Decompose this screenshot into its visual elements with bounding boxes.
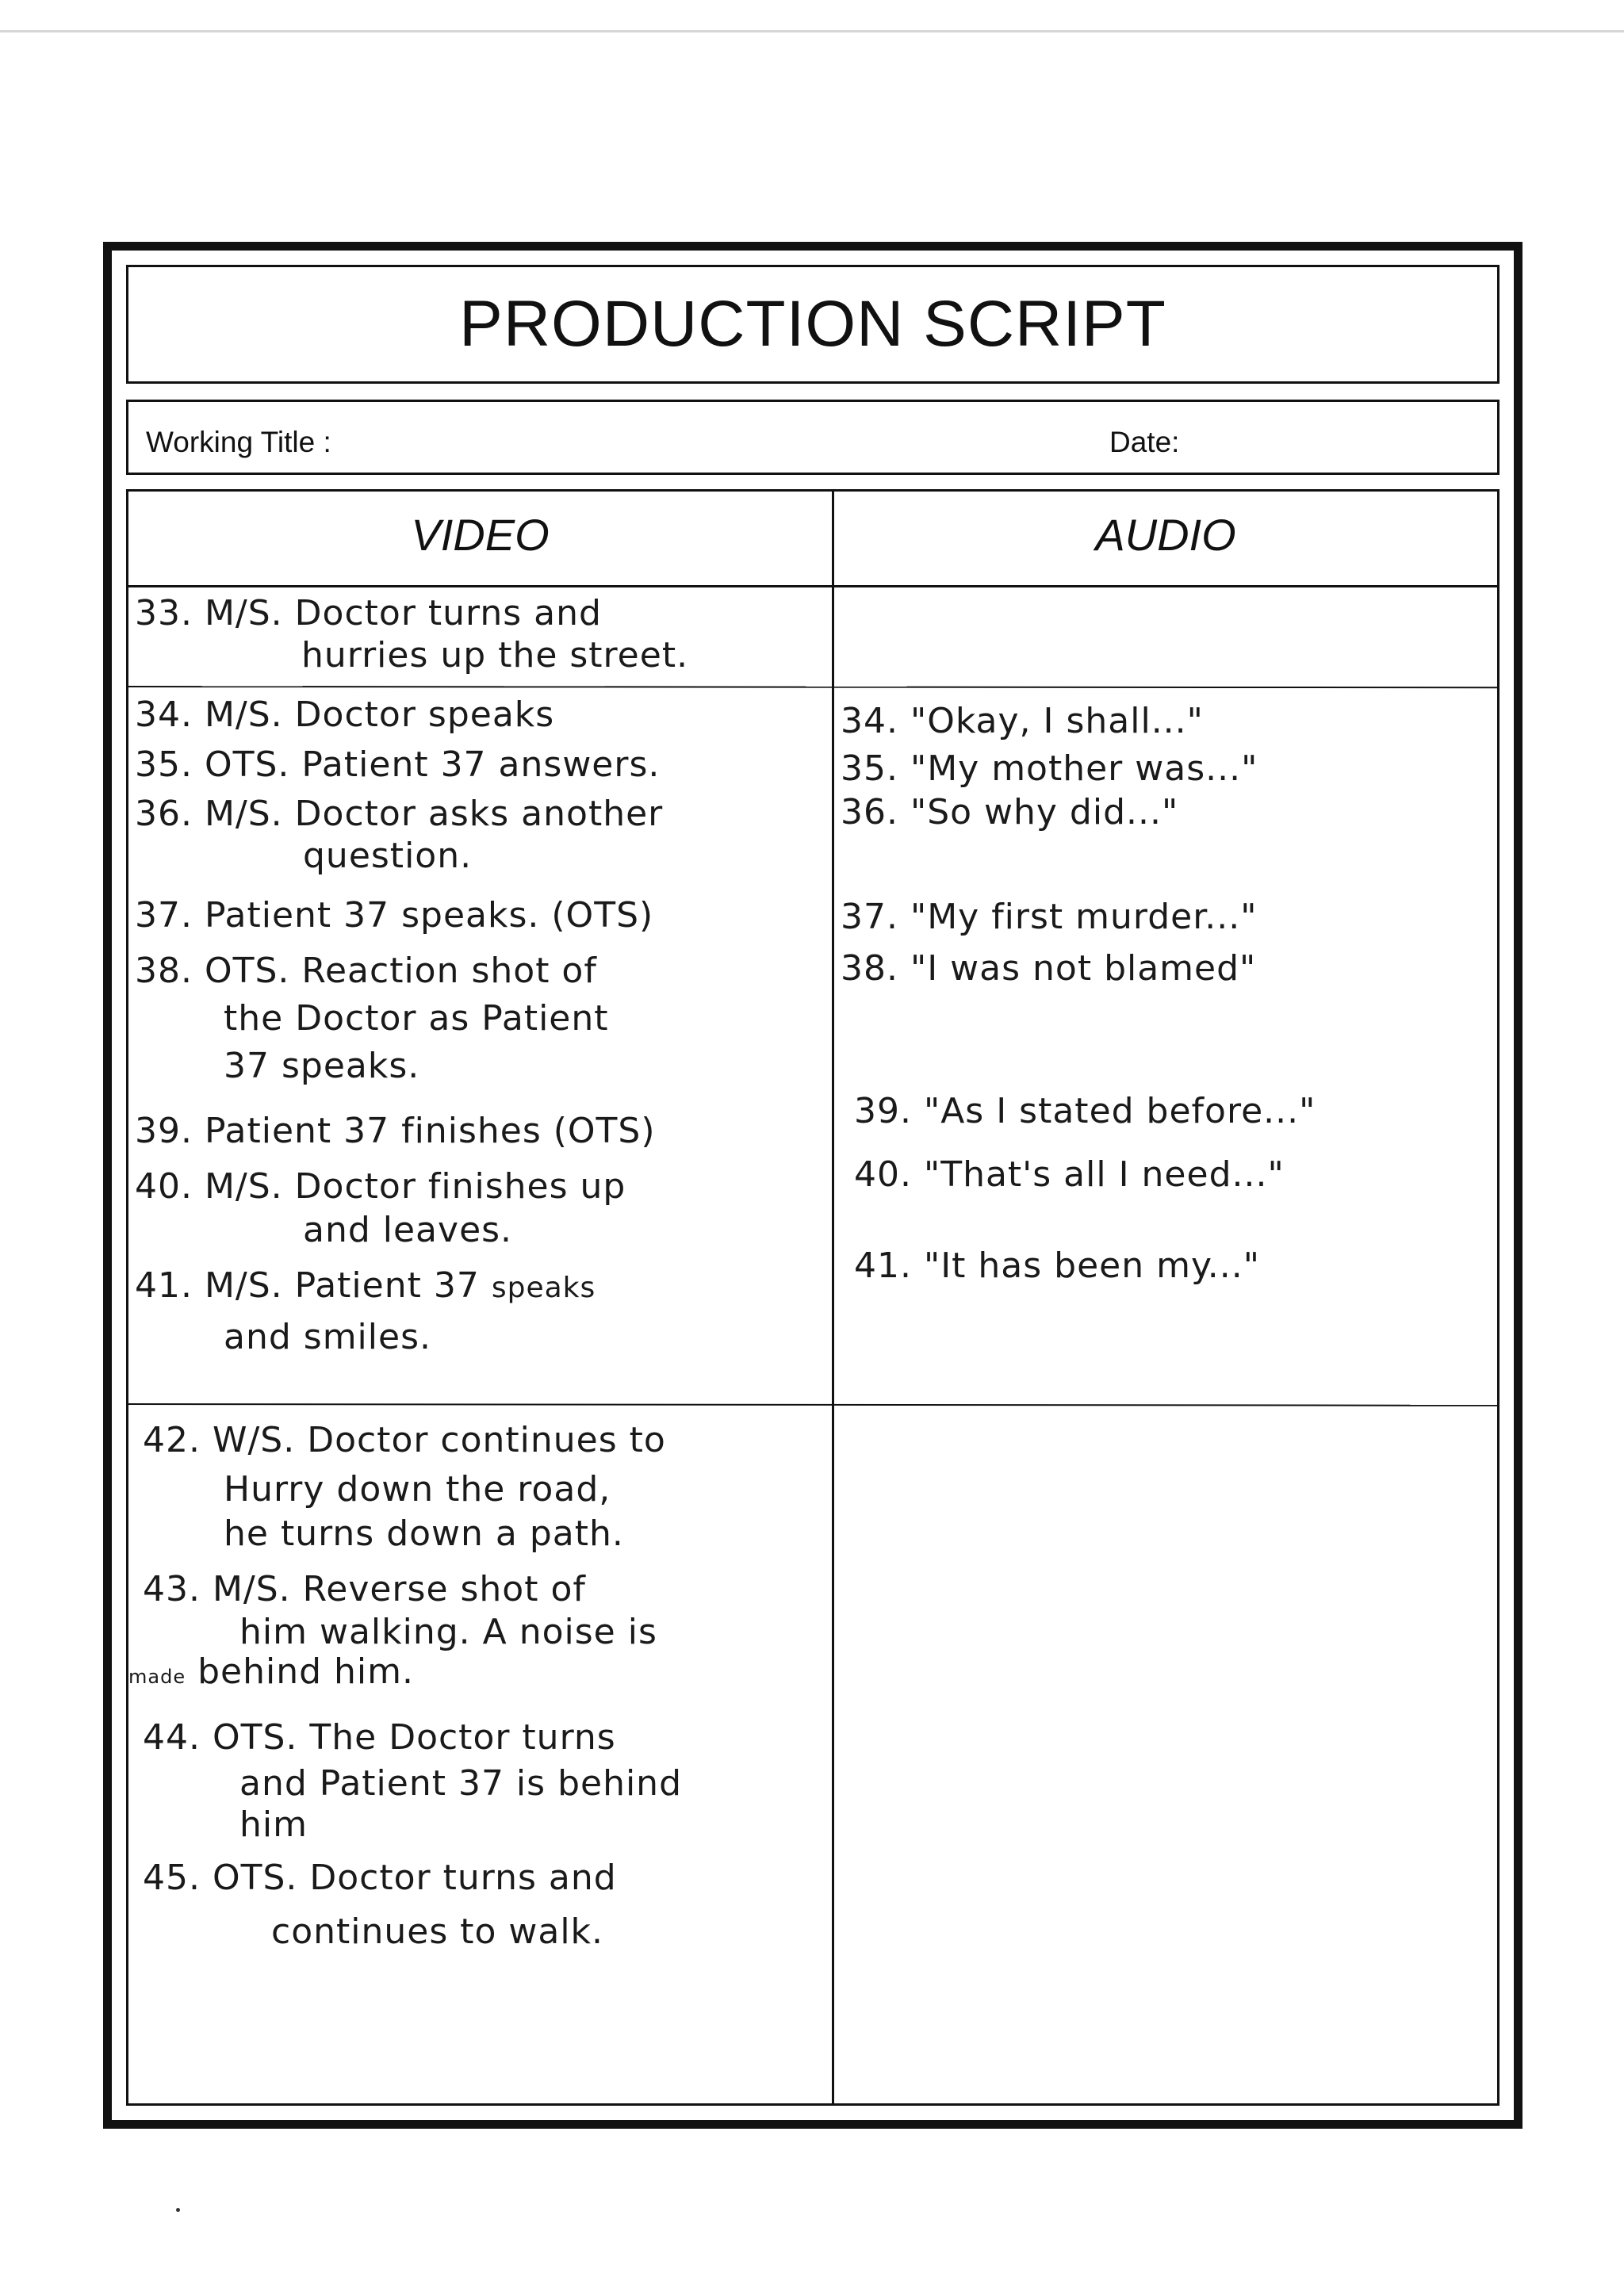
video-shot-45-line-2: continues to walk. [271, 1911, 604, 1952]
title-box [126, 265, 1500, 384]
video-shot-36-line-1: 36. M/S. Doctor asks another [135, 794, 664, 834]
video-shot-42-line-3: he turns down a path. [224, 1513, 624, 1554]
video-shot-38-line-2: the Doctor as Patient [224, 998, 609, 1039]
audio-line-39: 39. "As I stated before..." [854, 1091, 1316, 1131]
script-table [126, 489, 1500, 2106]
video-shot-44-line-3: him [239, 1804, 308, 1845]
audio-header: AUDIO [1095, 510, 1236, 560]
header-divider [128, 585, 1497, 587]
production-script-sheet [103, 242, 1522, 2129]
info-box [126, 400, 1500, 475]
video-shot-40-line-1: 40. M/S. Doctor finishes up [135, 1166, 626, 1207]
video-shot-43-made: made [128, 1666, 186, 1688]
scan-speck [176, 2208, 180, 2212]
video-shot-41-speaks: speaks [491, 1272, 596, 1304]
scan-edge [0, 30, 1624, 33]
audio-line-36: 36. "So why did..." [841, 792, 1179, 832]
video-shot-42-line-2: Hurry down the road, [224, 1469, 611, 1510]
video-shot-43-line-2: him walking. A noise is [239, 1612, 657, 1652]
audio-line-34: 34. "Okay, I shall..." [841, 701, 1204, 741]
audio-line-38: 38. "I was not blamed" [841, 948, 1257, 989]
video-shot-40-line-2: and leaves. [303, 1210, 513, 1250]
column-divider [832, 492, 834, 2103]
video-shot-39: 39. Patient 37 finishes (OTS) [135, 1111, 656, 1151]
video-shot-41-line-1 [135, 1265, 596, 1310]
audio-line-37: 37. "My first murder..." [841, 897, 1258, 937]
video-shot-43-line-3 [128, 1651, 414, 1698]
video-shot-44-line-1: 44. OTS. The Doctor turns [143, 1717, 616, 1758]
working-title-label: Working Title : [146, 426, 331, 458]
video-header: VIDEO [411, 510, 550, 560]
video-shot-37: 37. Patient 37 speaks. (OTS) [135, 895, 654, 936]
page-title: PRODUCTION SCRIPT [459, 288, 1166, 360]
video-shot-41-text: 41. M/S. Patient 37 [135, 1265, 480, 1306]
video-shot-45-line-1: 45. OTS. Doctor turns and [143, 1858, 617, 1898]
video-shot-44-line-2: and Patient 37 is behind [239, 1763, 682, 1804]
video-shot-43-line-1: 43. M/S. Reverse shot of [143, 1569, 586, 1609]
video-shot-41-line-2: and smiles. [224, 1317, 431, 1357]
date-label: Date: [1109, 426, 1180, 458]
video-shot-38-line-3: 37 speaks. [224, 1046, 420, 1086]
video-shot-36-line-2: question. [303, 836, 473, 876]
video-shot-33-line-2: hurries up the street. [301, 635, 689, 675]
video-shot-33-line-1: 33. M/S. Doctor turns and [135, 593, 602, 633]
row-separator [128, 686, 1497, 688]
video-shot-35: 35. OTS. Patient 37 answers. [135, 744, 661, 785]
video-shot-42-line-1: 42. W/S. Doctor continues to [143, 1420, 666, 1460]
audio-line-35: 35. "My mother was..." [841, 748, 1258, 789]
video-shot-34: 34. M/S. Doctor speaks [135, 695, 555, 735]
audio-line-41: 41. "It has been my..." [854, 1246, 1260, 1286]
audio-line-40: 40. "That's all I need..." [854, 1154, 1285, 1195]
sheet-inner [126, 265, 1500, 2106]
video-shot-38-line-1: 38. OTS. Reaction shot of [135, 951, 597, 991]
row-separator [128, 1403, 1497, 1406]
video-shot-43-behind: behind him. [197, 1651, 414, 1692]
